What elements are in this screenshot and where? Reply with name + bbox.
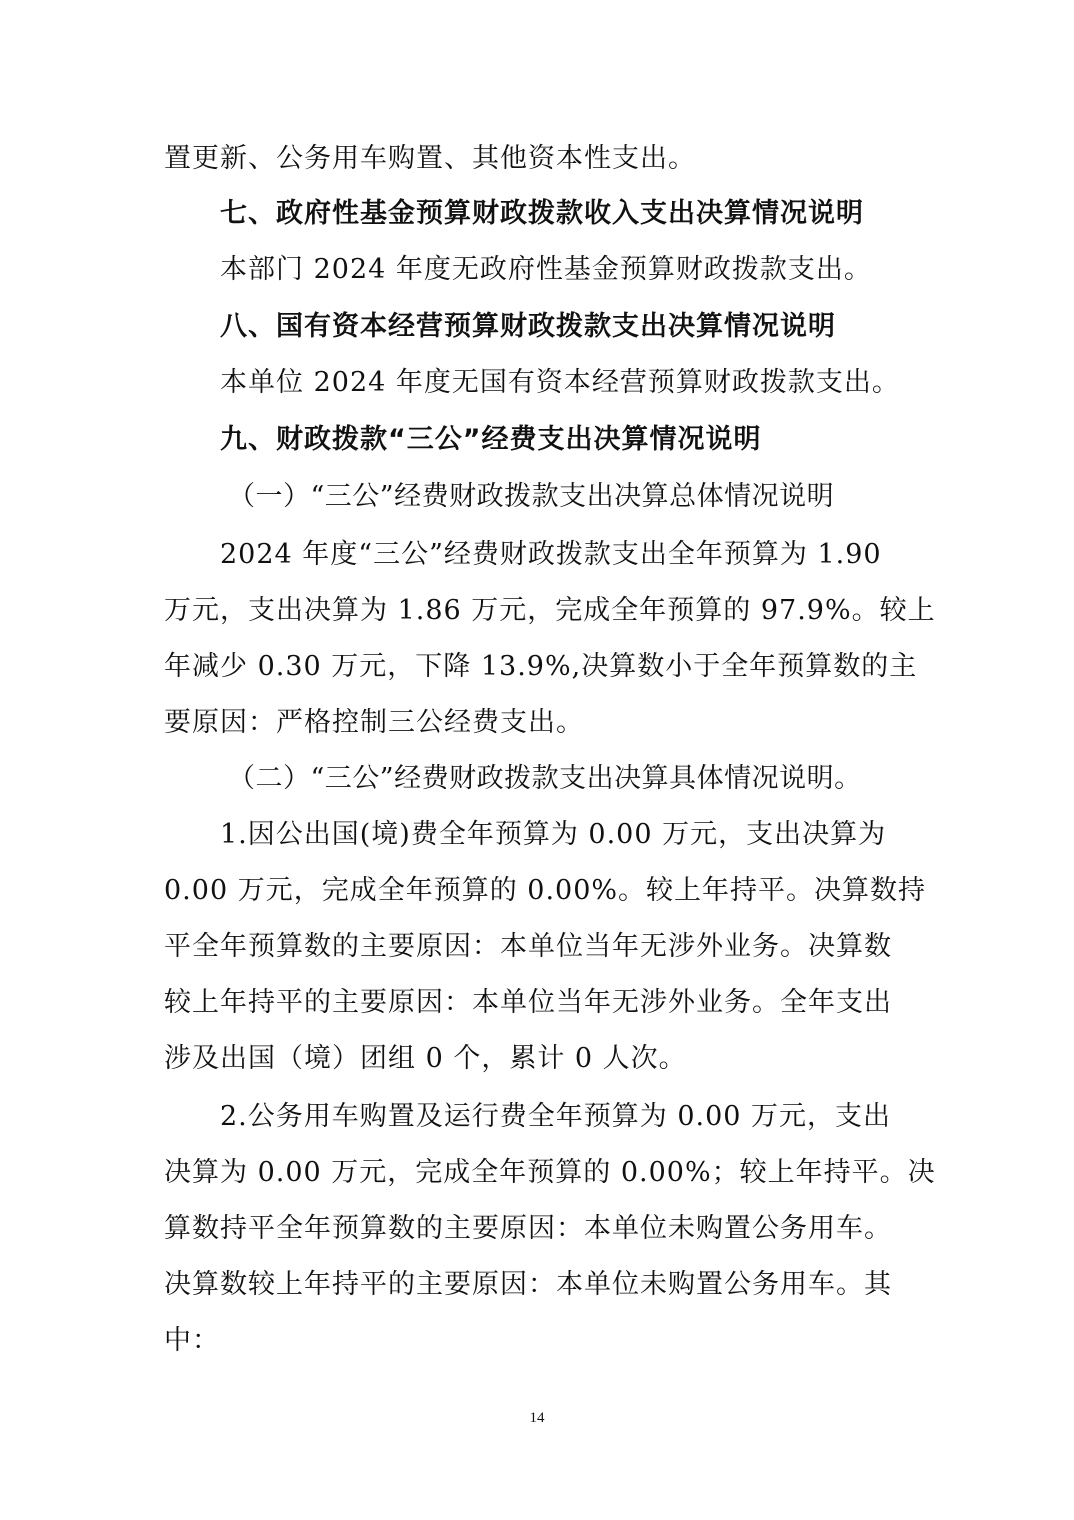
body-line-15: 算数持平全年预算数的主要原因：本单位未购置公务用车。	[164, 1213, 892, 1244]
subsection-heading-1: （一）“三公”经费财政拨款支出决算总体情况说明	[228, 481, 835, 512]
body-line-6: 年减少 0.30 万元，下降 13.9%,决算数小于全年预算数的主	[164, 651, 918, 682]
body-line-3: 本单位 2024 年度无国有资本经营预算财政拨款支出。	[220, 367, 900, 398]
section-heading-9: 九、财政拨款“三公”经费支出决算情况说明	[220, 424, 762, 455]
body-line-10: 平全年预算数的主要原因：本单位当年无涉外业务。决算数	[164, 931, 892, 962]
body-line-16: 决算数较上年持平的主要原因：本单位未购置公务用车。其	[164, 1269, 892, 1300]
section-heading-7: 七、政府性基金预算财政拨款收入支出决算情况说明	[220, 198, 864, 229]
body-line-12: 涉及出国（境）团组 0 个，累计 0 人次。	[164, 1043, 687, 1074]
body-line-14: 决算为 0.00 万元，完成全年预算的 0.00%；较上年持平。决	[164, 1157, 936, 1188]
body-line-5: 万元，支出决算为 1.86 万元，完成全年预算的 97.9%。较上	[164, 595, 936, 626]
body-line-11: 较上年持平的主要原因：本单位当年无涉外业务。全年支出	[164, 987, 892, 1018]
body-line-8: 1.因公出国(境)费全年预算为 0.00 万元，支出决算为	[220, 819, 887, 850]
body-line-13: 2.公务用车购置及运行费全年预算为 0.00 万元，支出	[220, 1101, 892, 1132]
body-line-2: 本部门 2024 年度无政府性基金预算财政拨款支出。	[220, 254, 872, 285]
page-number: 14	[529, 1410, 545, 1426]
body-line-4: 2024 年度“三公”经费财政拨款支出全年预算为 1.90	[220, 539, 882, 570]
subsection-heading-2: （二）“三公”经费财政拨款支出决算具体情况说明。	[228, 763, 862, 794]
body-line-1: 置更新、公务用车购置、其他资本性支出。	[164, 143, 696, 174]
body-line-7: 要原因：严格控制三公经费支出。	[164, 707, 584, 738]
section-heading-8: 八、国有资本经营预算财政拨款支出决算情况说明	[220, 311, 836, 342]
body-line-17: 中：	[164, 1325, 220, 1356]
body-line-9: 0.00 万元，完成全年预算的 0.00%。较上年持平。决算数持	[164, 875, 927, 906]
